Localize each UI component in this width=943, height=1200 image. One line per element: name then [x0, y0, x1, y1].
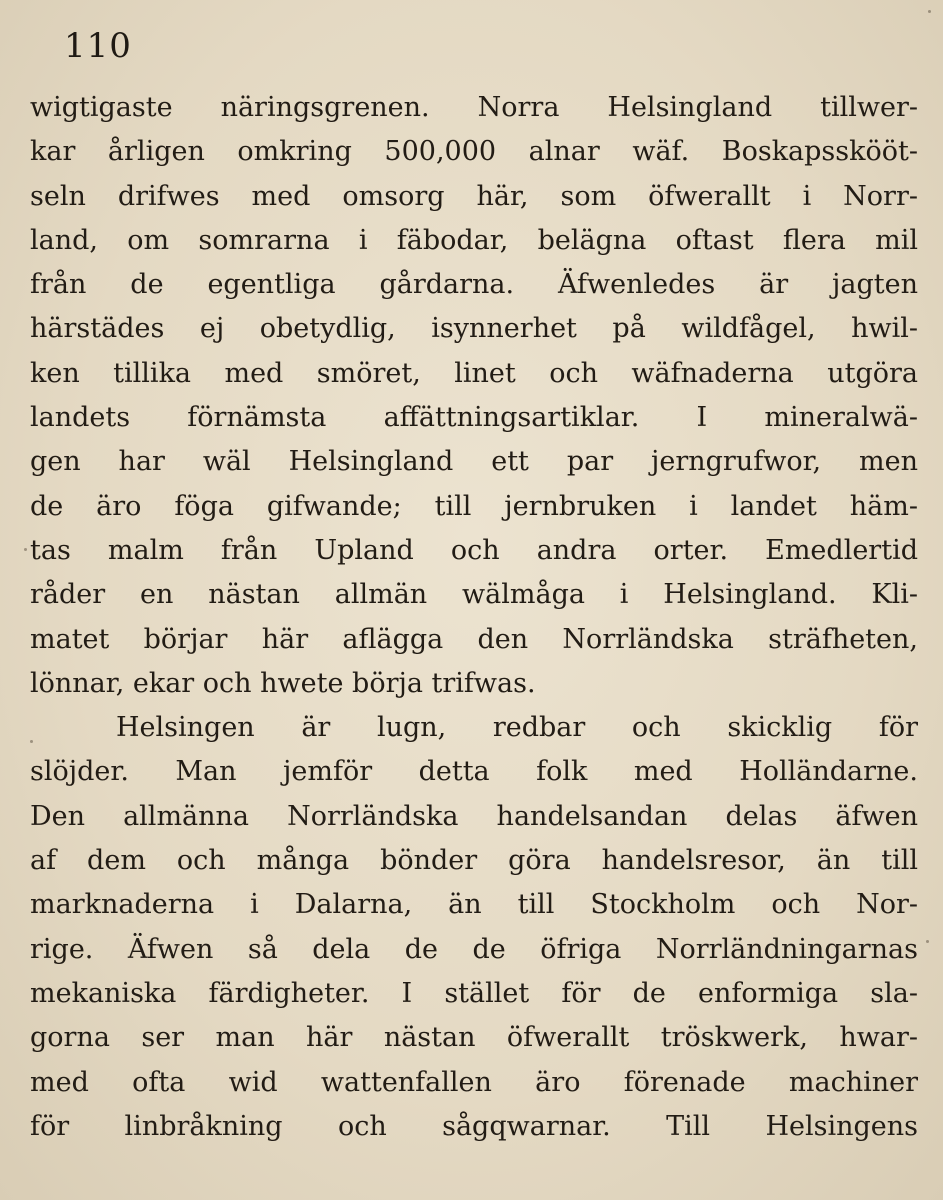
text-line: marknaderna i Dalarna, än till Stockholm och Nor-: [30, 889, 918, 921]
text-line: slöjder. Man jemför detta folk med Holländarne.: [30, 756, 918, 788]
text-line: råder en nästan allmän wälmåga i Helsingland. Kli-: [30, 579, 918, 611]
text-line: matet börjar här aflägga den Norrländska sträfheten,: [30, 623, 918, 655]
paper-speck: [926, 940, 929, 943]
text-line: härstädes ej obetydlig, isynnerhet på wildfågel, hwil-: [30, 313, 918, 345]
body-text: [30, 86, 918, 1149]
text-line-paragraph-start: Helsingen är lugn, redbar och skicklig för: [116, 712, 918, 744]
text-line: ken tillika med smöret, linet och wäfnaderna utgöra: [30, 357, 918, 389]
text-line: tas malm från Upland och andra orter. Emedlertid: [30, 534, 918, 566]
text-line-paragraph-end: lönnar, ekar och hwete börja trifwas.: [30, 667, 536, 699]
text-line: Den allmänna Norrländska handelsandan delas äfwen: [30, 800, 918, 832]
text-line: land, om somrarna i fäbodar, belägna oftast flera mil: [30, 224, 918, 256]
paper-speck: [24, 548, 27, 551]
text-line: kar årligen omkring 500,000 alnar wäf. Boskapsskööt-: [30, 136, 918, 168]
paper-speck: [928, 10, 931, 13]
text-line: för linbråkning och sågqwarnar. Till Helsingens: [30, 1110, 918, 1142]
text-line: från de egentliga gårdarna. Äfwenledes är jagten: [30, 269, 918, 301]
text-line: rige. Äfwen så dela de de öfriga Norrländningarnas: [30, 933, 918, 965]
paper-speck: [30, 740, 33, 743]
page-number: 110: [64, 26, 132, 66]
text-line: mekaniska färdigheter. I stället för de enformiga sla-: [30, 977, 918, 1009]
text-line: seln drifwes med omsorg här, som öfwerallt i Norr-: [30, 180, 918, 212]
text-line: med ofta wid wattenfallen äro förenade machiner: [30, 1066, 918, 1098]
text-line: gen har wäl Helsingland ett par jerngrufwor, men: [30, 446, 918, 478]
text-line: de äro föga gifwande; till jernbruken i landet häm-: [30, 490, 918, 522]
text-line: landets förnämsta affättningsartiklar. I mineralwä-: [30, 402, 918, 434]
text-line: gorna ser man här nästan öfwerallt tröskwerk, hwar-: [30, 1022, 918, 1054]
text-line: wigtigaste näringsgrenen. Norra Helsingland tillwer-: [30, 92, 918, 123]
text-line: af dem och många bönder göra handelsresor, än till: [30, 845, 918, 877]
